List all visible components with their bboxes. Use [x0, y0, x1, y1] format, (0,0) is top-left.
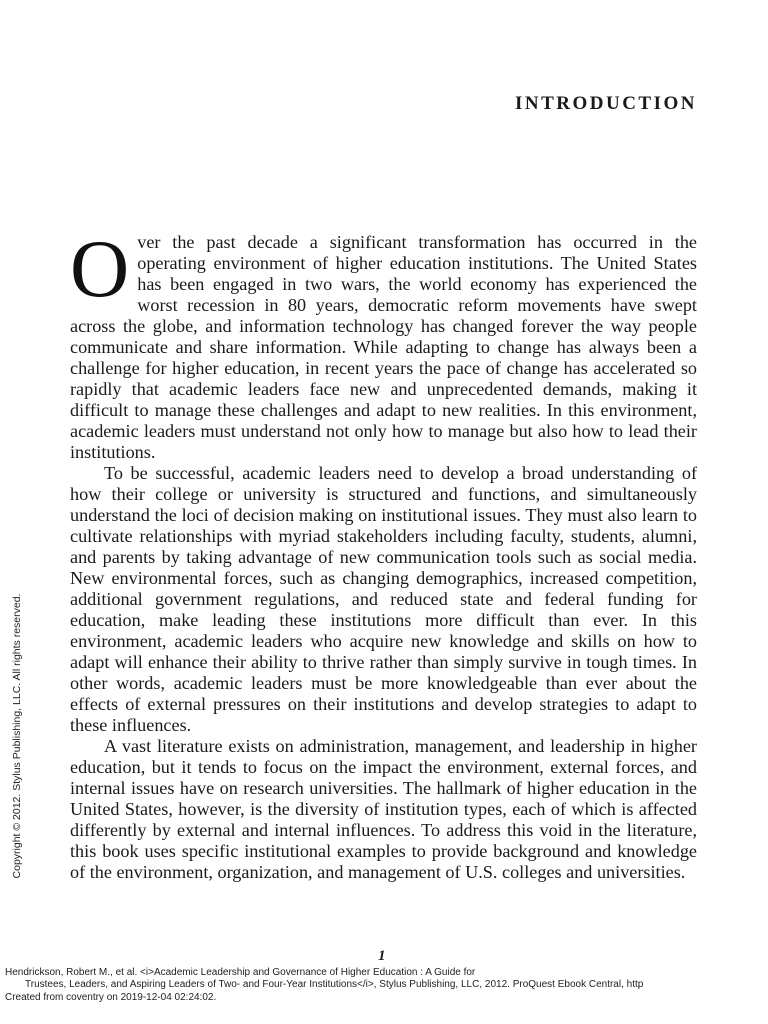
citation-line-3: Created from coventry on 2019-12-04 02:24:02.	[5, 991, 217, 1003]
chapter-title: INTRODUCTION	[514, 93, 697, 114]
body-text	[70, 223, 697, 883]
paragraph-2: To be successful, academic leaders need to develop a broad understanding of how their college or university is structured and functions, and simultaneously understand the loci of decision making on institutional issues. They must also learn to cultivate relationships with myriad stakeholders including faculty, students, alumni, and parents by taking advantage of new communication tools such as social media. New environmental forces, such as changing demographics, increased competition, additional government regulations, and reduced state and federal funding for education, make leading these institutions more difficult than ever. In this environment, academic leaders who acquire new knowledge and skills on how to adapt will enhance their ability to thrive rather than simply survive in tough times. In other words, academic leaders must be more knowledgeable than ever about the effects of external pressures on their institutions and develop strategies to adapt to these influences.	[70, 463, 697, 735]
citation-line-1: Hendrickson, Robert M., et al. <i>Academic Leadership and Governance of Higher Education : A Guide for	[5, 967, 476, 978]
copyright-notice: Copyright © 2012. Stylus Publishing, LLC. All rights reserved.	[11, 593, 23, 879]
page-number: 1	[378, 948, 386, 964]
citation-line-2: Trustees, Leaders, and Aspiring Leaders of Two- and Four-Year Institutions</i>, Stylus Publishing, LLC, 2012. ProQuest Ebook Central, http	[25, 979, 644, 991]
paragraph-1-text: ver the past decade a significant transformation has occurred in the operating environment of higher education institutions. The United States has been engaged in two wars, the world economy has experienced the worst recession in 80 years, democratic reform movements have swept across the globe, and information technology has changed forever the way people communicate and share information. While adapting to change has always been a challenge for higher education, in recent years the pace of change has accelerated so rapidly that academic leaders face new and unprecedented demands, making it difficult to manage these challenges and adapt to new realities. In this environment, academic leaders must understand not only how to manage but also how to lead their institutions.	[70, 232, 697, 462]
citation-footer	[5, 967, 768, 1004]
paragraph-3: A vast literature exists on administration, management, and leadership in higher education, but it tends to focus on the impact the environment, external forces, and internal issues have on research universities. The hallmark of higher education in the United States, however, is the diversity of institution types, each of which is affected differently by external and internal influences. To address this void in the literature, this book uses specific institutional examples to provide background and knowledge of the environment, organization, and management of U.S. colleges and universities.	[70, 736, 697, 882]
drop-cap: O	[70, 223, 130, 314]
paragraph-1	[70, 223, 697, 463]
